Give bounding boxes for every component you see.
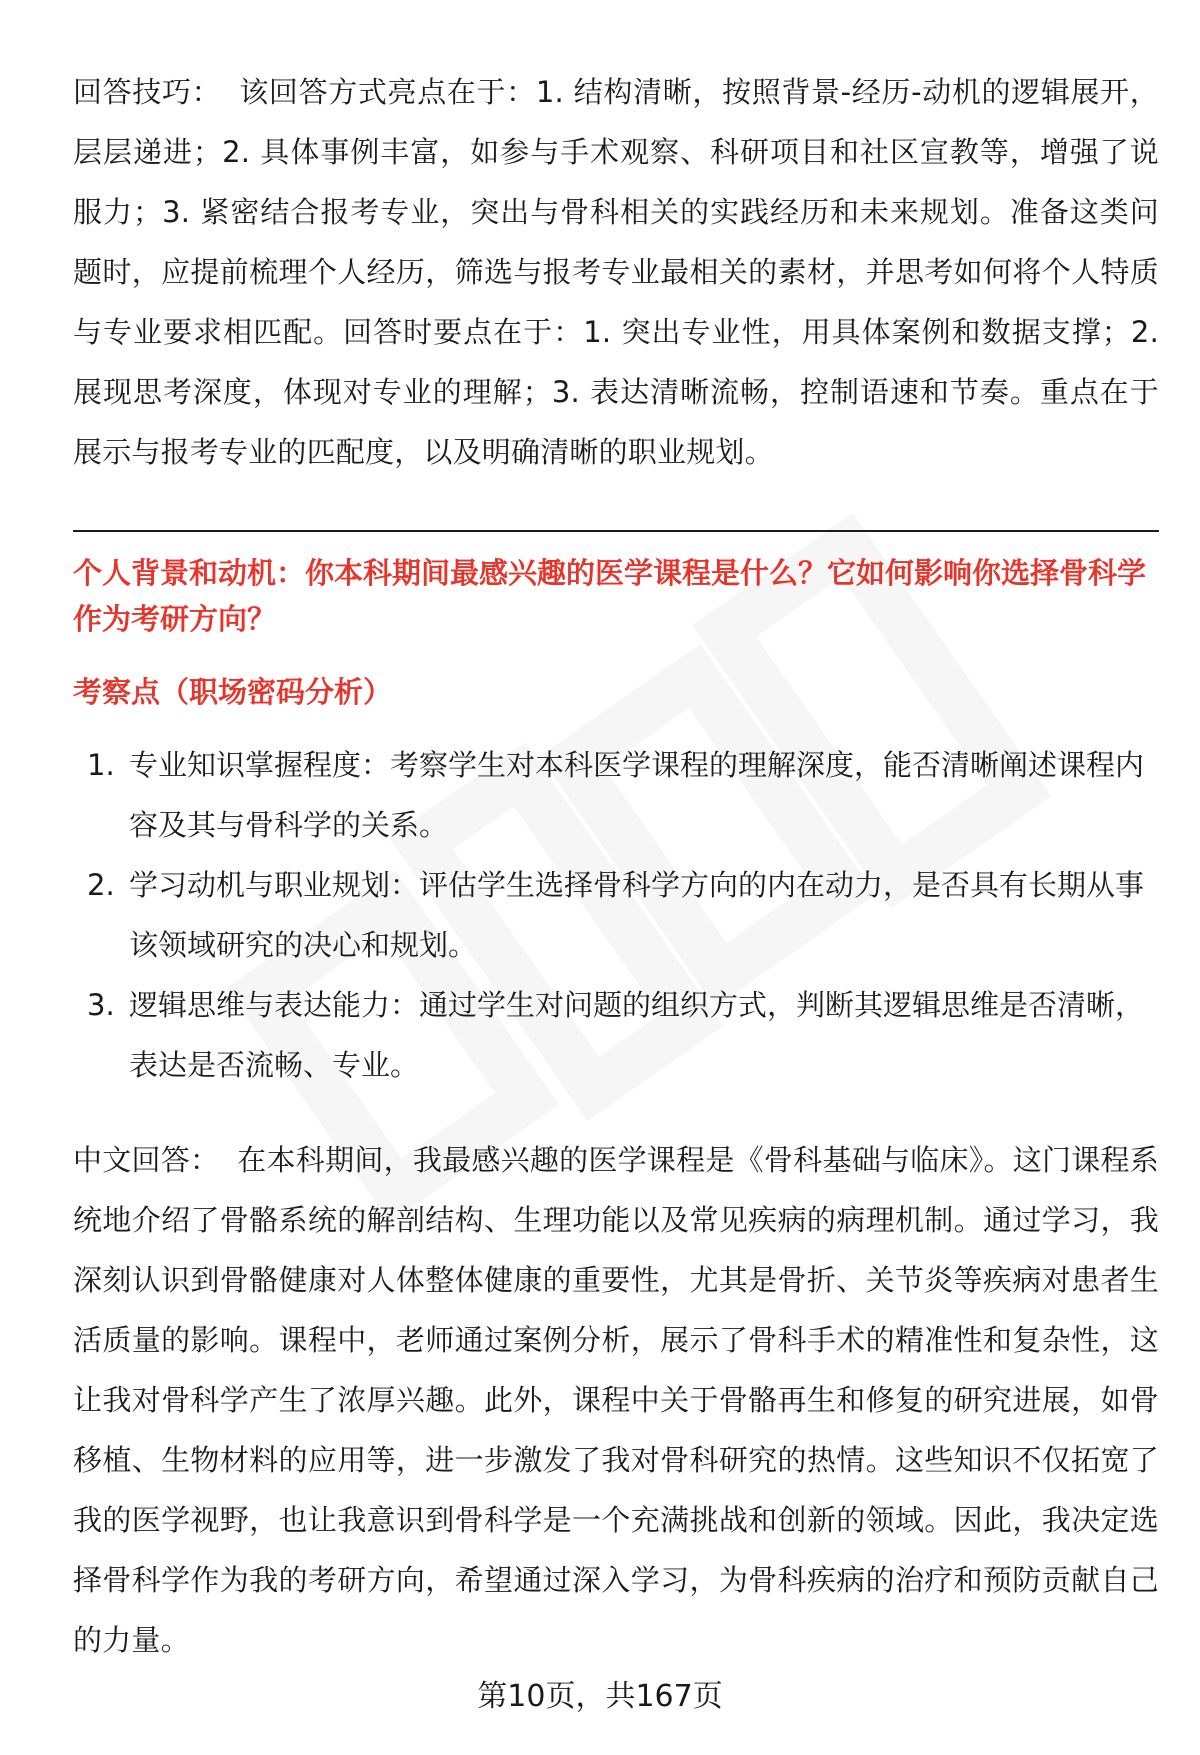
list-item-number: 3. bbox=[87, 988, 115, 1022]
answer-paragraph bbox=[73, 1130, 1159, 1670]
list-item-number: 1. bbox=[87, 748, 115, 782]
content-area bbox=[73, 62, 1159, 1670]
list-item bbox=[73, 855, 1159, 975]
tips-lead: 回答技巧： bbox=[73, 75, 222, 109]
list-item bbox=[73, 735, 1159, 855]
list-item-text: 逻辑思维与表达能力：通过学生对问题的组织方式，判断其逻辑思维是否清晰，表达是否流畅、专业。 bbox=[129, 988, 1145, 1082]
page-number-footer: 第10页，共167页 bbox=[477, 1679, 723, 1714]
list-item-number: 2. bbox=[87, 868, 115, 902]
list-item-text: 专业知识掌握程度：考察学生对本科医学课程的理解深度，能否清晰阐述课程内容及其与骨科学的关系。 bbox=[129, 748, 1145, 842]
section-divider bbox=[73, 530, 1159, 532]
tips-paragraph bbox=[73, 62, 1159, 482]
answer-lead: 中文回答： bbox=[73, 1143, 220, 1177]
answer-text: 在本科期间，我最感兴趣的医学课程是《骨科基础与临床》。这门课程系统地介绍了骨骼系统的解剖结构、生理功能以及常见疾病的病理机制。通过学习，我深刻认识到骨骼健康对人体整体健康的重要性，尤其是骨折、关节炎等疾病对患者生活质量的影响。课程中，老师通过案例分析，展示了骨科手术的精准性和复杂性，这让我对骨科学产生了浓厚兴趣。此外，课程中关于骨骼再生和修复的研究进展，如骨移植、生物材料的应用等，进一步激发了我对骨科研究的热情。这些知识不仅拓宽了我的医学视野，也让我意识到骨科学是一个充满挑战和创新的领域。因此，我决定选择骨科学作为我的考研方向，希望通过深入学习，为骨科疾病的治疗和预防贡献自己的力量。 bbox=[73, 1143, 1159, 1657]
list-item bbox=[73, 975, 1159, 1095]
assessment-points-list bbox=[73, 735, 1159, 1095]
assessment-subheading: 考察点（职场密码分析） bbox=[73, 675, 393, 709]
list-item-text: 学习动机与职业规划：评估学生选择骨科学方向的内在动力，是否具有长期从事该领域研究的决心和规划。 bbox=[129, 868, 1145, 962]
tips-text: 该回答方式亮点在于：1. 结构清晰，按照背景-经历-动机的逻辑展开，层层递进；2. 具体事例丰富，如参与手术观察、科研项目和社区宣教等，增强了说服力；3. 紧密结合报考专业，突出与骨科相关的实践经历和未来规划。准备这类问题时，应提前梳理个人经历，筛选与报考专业最相关的素材，并思考如何将个人特质与专业要求相匹配。回答时要点在于：1. 突出专业性，用具体案例和数据支撑；2. 展现思考深度，体现对专业的理解；3. 表达清晰流畅，控制语速和节奏。重点在于展示与报考专业的匹配度，以及明确清晰的职业规划。 bbox=[73, 75, 1159, 469]
question-heading: 个人背景和动机：你本科期间最感兴趣的医学课程是什么？它如何影响你选择骨科学作为考研方向？ bbox=[73, 556, 1147, 636]
